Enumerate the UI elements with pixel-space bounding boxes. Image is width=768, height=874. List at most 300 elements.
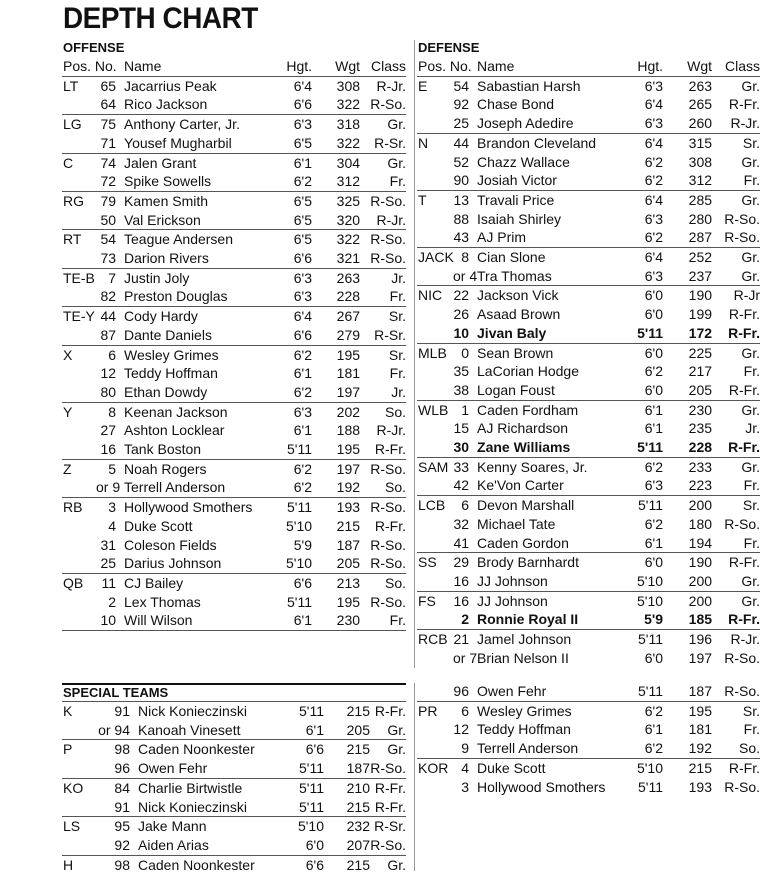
table-row xyxy=(62,364,406,383)
weight-cell: 205 xyxy=(336,555,361,572)
player-name: Noah Rogers xyxy=(116,459,258,478)
number-cell: 1 xyxy=(453,400,469,419)
class-cell: R-So. xyxy=(360,191,406,210)
height-cell: 5'10 xyxy=(636,572,664,589)
height-cell: 6'2 xyxy=(258,345,312,364)
position-cell: RG xyxy=(62,191,96,210)
table-row xyxy=(417,572,760,591)
table-row xyxy=(417,630,760,649)
weight-cell: 252 xyxy=(663,248,712,267)
player-name: Josiah Victor xyxy=(477,172,557,189)
position-cell: KOR xyxy=(417,758,453,777)
weight-cell: 233 xyxy=(663,457,712,476)
position-cell xyxy=(62,421,96,440)
class-cell: R-So. xyxy=(360,459,406,478)
class-cell: R-Fr. xyxy=(374,441,407,458)
position-cell: SS xyxy=(417,553,453,572)
player-name: Brandon Cleveland xyxy=(469,133,603,152)
position-cell: X xyxy=(62,345,96,364)
weight-cell: 196 xyxy=(663,630,712,649)
weight-cell: 207 xyxy=(346,836,370,853)
number-cell: 54 xyxy=(453,77,470,94)
class-cell: Gr. xyxy=(712,343,760,362)
weight-cell: 308 xyxy=(688,153,713,170)
table-row xyxy=(417,248,760,267)
position-cell: TE-B xyxy=(63,269,95,286)
height-cell: 6'0 xyxy=(305,836,324,853)
weight-cell: 287 xyxy=(688,229,713,246)
position-cell xyxy=(62,517,96,536)
class-cell: R-So. xyxy=(724,229,761,246)
number-cell: 10 xyxy=(100,612,117,629)
player-name: Chazz Wallace xyxy=(477,153,570,170)
table-row xyxy=(417,305,760,324)
height-cell: 6'4 xyxy=(603,133,663,152)
number-cell: 96 xyxy=(453,683,469,699)
table-row xyxy=(62,421,406,440)
position-cell xyxy=(417,267,453,286)
table-row xyxy=(62,76,406,95)
class-cell: R-Jr xyxy=(712,286,760,305)
weight-cell: 195 xyxy=(663,701,712,720)
class-cell: R-Jr. xyxy=(712,630,760,649)
table-row xyxy=(62,778,406,797)
height-cell: 6'0 xyxy=(644,306,664,323)
position-cell xyxy=(62,721,84,740)
weight-cell: 215 xyxy=(324,702,370,721)
class-cell: R-Jr. xyxy=(360,76,406,95)
height-cell: 5'11 xyxy=(299,798,324,815)
class-cell: Fr. xyxy=(389,612,407,629)
number-cell: 33 xyxy=(453,458,470,475)
number-cell: 64 xyxy=(100,96,117,113)
header-class: Class xyxy=(712,57,760,76)
class-cell: Gr. xyxy=(387,721,406,738)
player-name: Sabastian Harsh xyxy=(469,76,603,95)
height-cell: 5'10 xyxy=(285,517,313,534)
class-cell: R-Fr. xyxy=(728,324,761,341)
weight-cell: 197 xyxy=(688,649,713,666)
number-cell: 22 xyxy=(453,287,470,304)
number-cell: 80 xyxy=(100,383,117,400)
table-row xyxy=(417,649,760,668)
table-row xyxy=(62,134,406,153)
height-cell: 6'4 xyxy=(603,190,663,209)
number-cell: 8 xyxy=(96,402,116,421)
class-cell: R-Sr. xyxy=(370,817,406,836)
weight-cell: 188 xyxy=(336,422,361,439)
number-cell: 25 xyxy=(100,555,117,572)
position-cell xyxy=(417,720,453,739)
table-row xyxy=(62,740,406,759)
table-row xyxy=(62,702,406,721)
class-cell: Jr. xyxy=(745,420,761,437)
number-cell: or 9 xyxy=(96,479,121,496)
header-name: Name xyxy=(116,57,258,76)
position-cell: N xyxy=(417,133,453,152)
player-name: Charlie Birtwistle xyxy=(130,778,264,797)
position-cell: LT xyxy=(62,76,96,95)
table-row xyxy=(62,611,406,630)
number-cell: 79 xyxy=(96,191,116,210)
weight-cell: 193 xyxy=(688,778,712,795)
height-cell: 5'11 xyxy=(603,630,663,649)
player-name: Cody Hardy xyxy=(116,307,258,326)
number-cell: 16 xyxy=(453,592,470,609)
player-name: Ronnie Royal II xyxy=(477,611,579,628)
class-cell: R-So. xyxy=(370,536,407,553)
height-cell: 6'2 xyxy=(644,363,664,380)
player-name xyxy=(116,631,258,650)
table-row xyxy=(417,267,760,286)
position-cell xyxy=(417,778,453,797)
weight-cell: 223 xyxy=(688,477,713,494)
class-cell: Sr. xyxy=(712,701,760,720)
table-row xyxy=(417,701,760,720)
height-cell: 6'1 xyxy=(305,721,324,738)
height-cell: 6'6 xyxy=(264,740,324,759)
class-cell: So. xyxy=(360,573,406,592)
class-cell: Fr. xyxy=(389,173,407,190)
weight-cell: 205 xyxy=(688,381,713,398)
class-cell: R-So. xyxy=(724,683,760,699)
table-row xyxy=(62,345,406,364)
position-cell xyxy=(62,611,96,630)
number-cell: 31 xyxy=(100,536,117,553)
special-teams-label: SPECIAL TEAMS xyxy=(63,685,169,700)
class-cell: Jr. xyxy=(360,268,406,287)
player-name: Devon Marshall xyxy=(469,496,603,515)
player-name: Michael Tate xyxy=(477,515,556,532)
table-row xyxy=(62,268,406,287)
height-cell: 5'11 xyxy=(264,702,324,721)
height-cell: 6'6 xyxy=(293,326,313,343)
class-cell: Gr. xyxy=(712,76,760,95)
position-cell: Z xyxy=(62,459,96,478)
class-cell: R-Sr. xyxy=(374,134,407,151)
table-row xyxy=(417,153,760,172)
class-cell: Fr. xyxy=(743,172,761,189)
table-row xyxy=(417,362,760,381)
player-name: Coleson Fields xyxy=(124,536,217,553)
number-cell: 52 xyxy=(453,153,470,170)
player-name: Jacarrius Peak xyxy=(116,76,258,95)
class-cell: Fr. xyxy=(743,477,761,494)
weight-cell: 325 xyxy=(312,191,360,210)
height-cell: 6'3 xyxy=(258,402,312,421)
position-cell: LS xyxy=(62,817,84,836)
header-row xyxy=(62,57,406,76)
table-row xyxy=(417,133,760,152)
weight-cell: 237 xyxy=(688,267,713,284)
class-cell: So. xyxy=(385,479,407,496)
table-row xyxy=(62,798,406,817)
number-cell: 87 xyxy=(100,326,117,343)
weight-cell: 213 xyxy=(312,573,360,592)
table-row xyxy=(62,440,406,459)
position-cell xyxy=(417,362,453,381)
class-cell: R-Fr. xyxy=(374,798,406,815)
table-row xyxy=(62,230,406,249)
position-cell xyxy=(62,836,84,855)
table-row xyxy=(417,76,760,95)
height-cell: 5'11 xyxy=(264,778,324,797)
player-name: Caden Noonkester xyxy=(130,855,264,874)
position-cell xyxy=(417,476,453,495)
number-cell: 21 xyxy=(453,631,470,648)
weight-cell: 190 xyxy=(663,553,712,572)
player-name: AJ Prim xyxy=(477,229,527,246)
height-cell: 6'1 xyxy=(644,721,663,738)
weight-cell: 260 xyxy=(688,115,713,132)
position-cell xyxy=(62,798,84,817)
table-row xyxy=(417,610,760,629)
header-weight: Wgt xyxy=(312,57,360,76)
class-cell: R-So. xyxy=(724,778,760,795)
table-row xyxy=(417,457,760,476)
position-cell xyxy=(62,478,96,497)
height-cell: 6'1 xyxy=(644,420,664,437)
table-row xyxy=(62,498,406,517)
number-cell: 8 xyxy=(453,248,469,267)
height-cell: 6'1 xyxy=(258,153,312,172)
number-cell: 98 xyxy=(84,740,130,759)
number-cell: 5 xyxy=(96,459,116,478)
position-cell xyxy=(62,383,96,402)
weight-cell: 322 xyxy=(336,96,361,113)
position-cell xyxy=(417,114,453,133)
height-cell: 5'11 xyxy=(637,324,664,341)
position-cell: H xyxy=(62,855,84,874)
number-cell: 90 xyxy=(453,172,470,189)
height-cell: 5'10 xyxy=(603,591,663,610)
table-row xyxy=(417,171,760,190)
height-cell: 5'11 xyxy=(638,683,663,699)
player-name: Wesley Grimes xyxy=(469,701,603,720)
defense-label: DEFENSE xyxy=(418,40,480,55)
weight-cell: 232 xyxy=(324,817,370,836)
number-cell: 26 xyxy=(453,306,470,323)
number-cell: 41 xyxy=(453,534,470,551)
position-cell xyxy=(417,572,453,591)
class-cell: Sr. xyxy=(360,307,406,326)
height-cell: 6'0 xyxy=(603,553,663,572)
position-cell xyxy=(62,287,96,306)
height-cell: 5'11 xyxy=(287,441,313,458)
weight-cell: 195 xyxy=(336,593,361,610)
weight-cell: 322 xyxy=(336,134,361,151)
number-cell: 65 xyxy=(96,76,116,95)
weight-cell: 215 xyxy=(324,740,370,759)
player-name: Terrell Anderson xyxy=(124,479,226,496)
position-cell xyxy=(417,324,453,343)
table-row xyxy=(417,286,760,305)
position-cell xyxy=(417,95,453,114)
weight-cell: 194 xyxy=(688,534,713,551)
number-cell: 16 xyxy=(100,441,117,458)
height-cell: 6'2 xyxy=(603,701,663,720)
number-cell: 4 xyxy=(108,517,117,534)
table-row xyxy=(62,593,406,612)
class-cell: R-Fr. xyxy=(728,381,761,398)
class-cell: R-So. xyxy=(370,760,406,777)
weight-cell: 225 xyxy=(663,343,712,362)
class-cell: Gr. xyxy=(741,153,761,170)
class-cell: R-Fr. xyxy=(728,306,761,323)
offense-table xyxy=(62,57,406,650)
height-cell: 6'0 xyxy=(644,649,664,666)
number-cell: or 94 xyxy=(98,721,130,738)
position-cell xyxy=(62,134,96,153)
height-cell: 6'2 xyxy=(603,457,663,476)
weight-cell: 279 xyxy=(336,326,361,343)
table-row xyxy=(62,836,406,855)
height-cell: 6'3 xyxy=(644,267,664,284)
height-cell: 5'10 xyxy=(264,817,324,836)
weight-cell: 230 xyxy=(663,400,712,419)
number-cell: 91 xyxy=(84,702,130,721)
player-name: Kanoah Vinesett xyxy=(138,721,241,738)
player-name: Chase Bond xyxy=(477,96,555,113)
position-cell: RCB xyxy=(417,630,453,649)
height-cell: 6'3 xyxy=(644,477,664,494)
weight-cell: 187 xyxy=(688,683,712,699)
number-cell: 71 xyxy=(100,134,117,151)
class-cell: R-So. xyxy=(370,555,407,572)
class-cell: R-So. xyxy=(724,210,761,227)
weight-cell: 193 xyxy=(312,498,360,517)
weight-cell: 200 xyxy=(663,591,712,610)
player-name: Duke Scott xyxy=(469,758,603,777)
position-cell xyxy=(417,534,453,553)
height-cell: 6'3 xyxy=(293,288,313,305)
table-row xyxy=(417,438,760,457)
header-height: Hgt. xyxy=(258,57,312,76)
class-cell xyxy=(360,631,406,650)
number-cell: 72 xyxy=(100,173,117,190)
player-name: Duke Scott xyxy=(124,517,193,534)
weight-cell: 263 xyxy=(663,76,712,95)
table-row xyxy=(417,778,760,797)
table-row xyxy=(417,114,760,133)
height-cell: 5'11 xyxy=(638,778,663,795)
position-cell xyxy=(417,210,453,229)
special-teams-rule xyxy=(62,683,406,685)
table-row xyxy=(62,759,406,778)
height-cell: 5'11 xyxy=(603,496,663,515)
class-cell: Gr. xyxy=(370,740,406,759)
player-name: Cian Slone xyxy=(469,248,603,267)
position-cell: QB xyxy=(62,573,96,592)
position-cell xyxy=(62,364,96,383)
header-row xyxy=(417,57,760,76)
class-cell: Sr. xyxy=(360,345,406,364)
class-cell: R-Fr. xyxy=(712,553,760,572)
table-row xyxy=(62,536,406,555)
weight-cell: 265 xyxy=(688,96,713,113)
height-cell: 6'1 xyxy=(293,365,313,382)
class-cell: R-Jr. xyxy=(730,115,761,132)
page-title: DEPTH CHART xyxy=(63,2,258,35)
height-cell: 6'3 xyxy=(644,210,664,227)
player-name: Yousef Mugharbil xyxy=(124,134,232,151)
height-cell: 6'3 xyxy=(644,115,664,132)
class-cell: R-Fr. xyxy=(728,96,761,113)
class-cell: Gr. xyxy=(370,855,406,874)
position-cell xyxy=(417,610,453,629)
class-cell: Gr. xyxy=(712,591,760,610)
weight-cell: 192 xyxy=(688,740,712,757)
height-cell: 6'2 xyxy=(258,459,312,478)
table-row xyxy=(417,739,760,758)
table-row xyxy=(62,287,406,306)
height-cell: 6'1 xyxy=(644,534,664,551)
weight-cell: 228 xyxy=(336,288,361,305)
player-name: Wesley Grimes xyxy=(116,345,258,364)
class-cell: Fr. xyxy=(389,365,407,382)
player-name: Caden Fordham xyxy=(469,400,603,419)
number-cell: 74 xyxy=(96,153,116,172)
weight-cell: 217 xyxy=(688,363,713,380)
weight-cell: 318 xyxy=(312,115,360,134)
weight-cell: 195 xyxy=(336,441,361,458)
class-cell: R-Sr. xyxy=(374,326,407,343)
weight-cell: 172 xyxy=(688,324,713,341)
number-cell: or 4 xyxy=(453,267,478,284)
number-cell xyxy=(96,631,116,650)
table-row xyxy=(62,554,406,573)
position-cell xyxy=(417,381,453,400)
position-cell xyxy=(62,326,96,345)
class-cell: Gr. xyxy=(712,248,760,267)
table-row xyxy=(62,115,406,134)
class-cell: R-Fr. xyxy=(370,702,406,721)
table-row xyxy=(417,720,760,739)
number-cell: 29 xyxy=(453,554,470,571)
position-cell: C xyxy=(62,153,96,172)
number-cell: 10 xyxy=(453,324,470,341)
weight-cell: 185 xyxy=(688,611,713,628)
height-cell: 6'0 xyxy=(603,343,663,362)
player-name: Teague Andersen xyxy=(116,230,258,249)
weight-cell: 200 xyxy=(688,572,713,589)
header-weight: Wgt xyxy=(663,57,712,76)
number-cell: 43 xyxy=(453,229,470,246)
height-cell: 6'4 xyxy=(258,76,312,95)
player-name: Will Wilson xyxy=(124,612,193,629)
height-cell: 6'6 xyxy=(293,96,313,113)
class-cell: Fr. xyxy=(743,534,761,551)
class-cell: Gr. xyxy=(360,115,406,134)
weight-cell: 280 xyxy=(688,210,713,227)
class-cell: R-So. xyxy=(370,836,406,853)
height-cell: 6'2 xyxy=(293,383,313,400)
class-cell: R-Fr. xyxy=(370,778,406,797)
height-cell: 6'4 xyxy=(644,96,664,113)
number-cell: 6 xyxy=(453,701,469,720)
weight-cell: 197 xyxy=(312,459,360,478)
position-cell: K xyxy=(62,702,84,721)
table-row xyxy=(62,402,406,421)
height-cell: 6'3 xyxy=(603,76,663,95)
player-name: Travali Price xyxy=(469,190,603,209)
weight-cell: 215 xyxy=(346,798,370,815)
player-name: LaCorian Hodge xyxy=(477,363,579,380)
table-row xyxy=(417,591,760,610)
class-cell: Fr. xyxy=(743,721,760,738)
height-cell: 5'11 xyxy=(287,593,313,610)
table-row xyxy=(62,153,406,172)
